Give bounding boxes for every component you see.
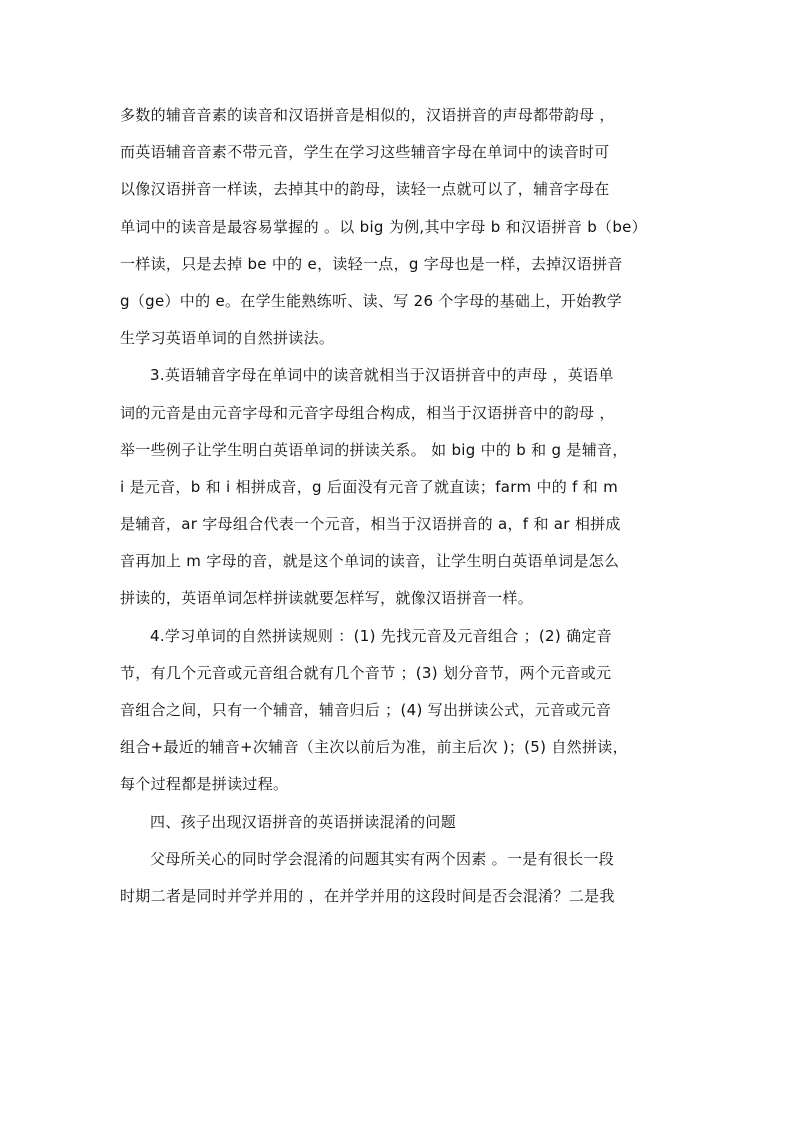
text-line: 拼读的，英语单词怎样拼读就要怎样写，就像汉语拼音一样。 [120, 589, 534, 608]
section-heading: 四、孩子出现汉语拼音的英语拼读混淆的问题 [150, 812, 457, 831]
text-line: 节，有几个元音或元音组合就有几个音节 ；(3) 划分音节，两个元音或元 [120, 663, 612, 682]
text-line: 单词中的读音是最容易掌握的 。以 big 为例,其中字母 b 和汉语拼音 b（be） [120, 217, 647, 236]
text-line: g（ge）中的 e。在学生能熟练听、读、写 26 个字母的基础上，开始教学 [120, 291, 622, 310]
text-line: 生学习英语单词的自然拼读法。 [120, 329, 335, 348]
text-line: 词的元音是由元音字母和元音字母组合构成，相当于汉语拼音中的韵母 ， [120, 403, 615, 422]
text-line: 而英语辅音音素不带元音，学生在学习这些辅音字母在单词中的读音时可 [120, 143, 610, 162]
text-line: i 是元音，b 和 i 相拼成音，g 后面没有元音了就直读；farm 中的 f 和 m [120, 477, 619, 496]
text-line: 每个过程都是拼读过程。 [120, 775, 289, 794]
paragraph-first-line: 父母所关心的同时学会混淆的问题其实有两个因素 。一是有很长一段 [150, 849, 615, 868]
text-line: 举一些例子让学生明白英语单词的拼读关系。 如 big 中的 b 和 g 是辅音， [120, 440, 628, 459]
text-line: 音组合之间，只有一个辅音，辅音归后 ；(4) 写出拼读公式，元音或元音 [120, 701, 612, 719]
text-line: 音再加上 m 字母的音，就是这个单词的读音，让学生明白英语单词是怎么 [120, 552, 620, 571]
text-line: 一样读，只是去掉 be 中的 e，读轻一点，g 字母也是一样，去掉汉语拼音 [120, 254, 623, 273]
text-line: 组合+最近的辅音+次辅音（主次以前后为准，前主后次 )；(5) 自然拼读， [120, 738, 628, 757]
text-line: 是辅音，ar 字母组合代表一个元音，相当于汉语拼音的 a，f 和 ar 相拼成 [120, 515, 621, 534]
text-line: 多数的辅音音素的读音和汉语拼音是相似的，汉语拼音的声母都带韵母 ， [120, 106, 615, 124]
text-line: 以像汉语拼音一样读，去掉其中的韵母，读轻一点就可以了，辅音字母在 [120, 180, 610, 199]
paragraph-3-first-line: 3.英语辅音字母在单词中的读音就相当于汉语拼音中的声母 ，英语单 [150, 366, 614, 385]
document-body [120, 97, 680, 915]
paragraph-4-first-line: 4.学习单词的自然拼读规则 ：(1) 先找元音及元音组合 ；(2) 确定音 [150, 626, 612, 645]
text-line: 时期二者是同时并学并用的 ，在并学并用的这段时间是否会混淆？二是我 [120, 886, 615, 905]
